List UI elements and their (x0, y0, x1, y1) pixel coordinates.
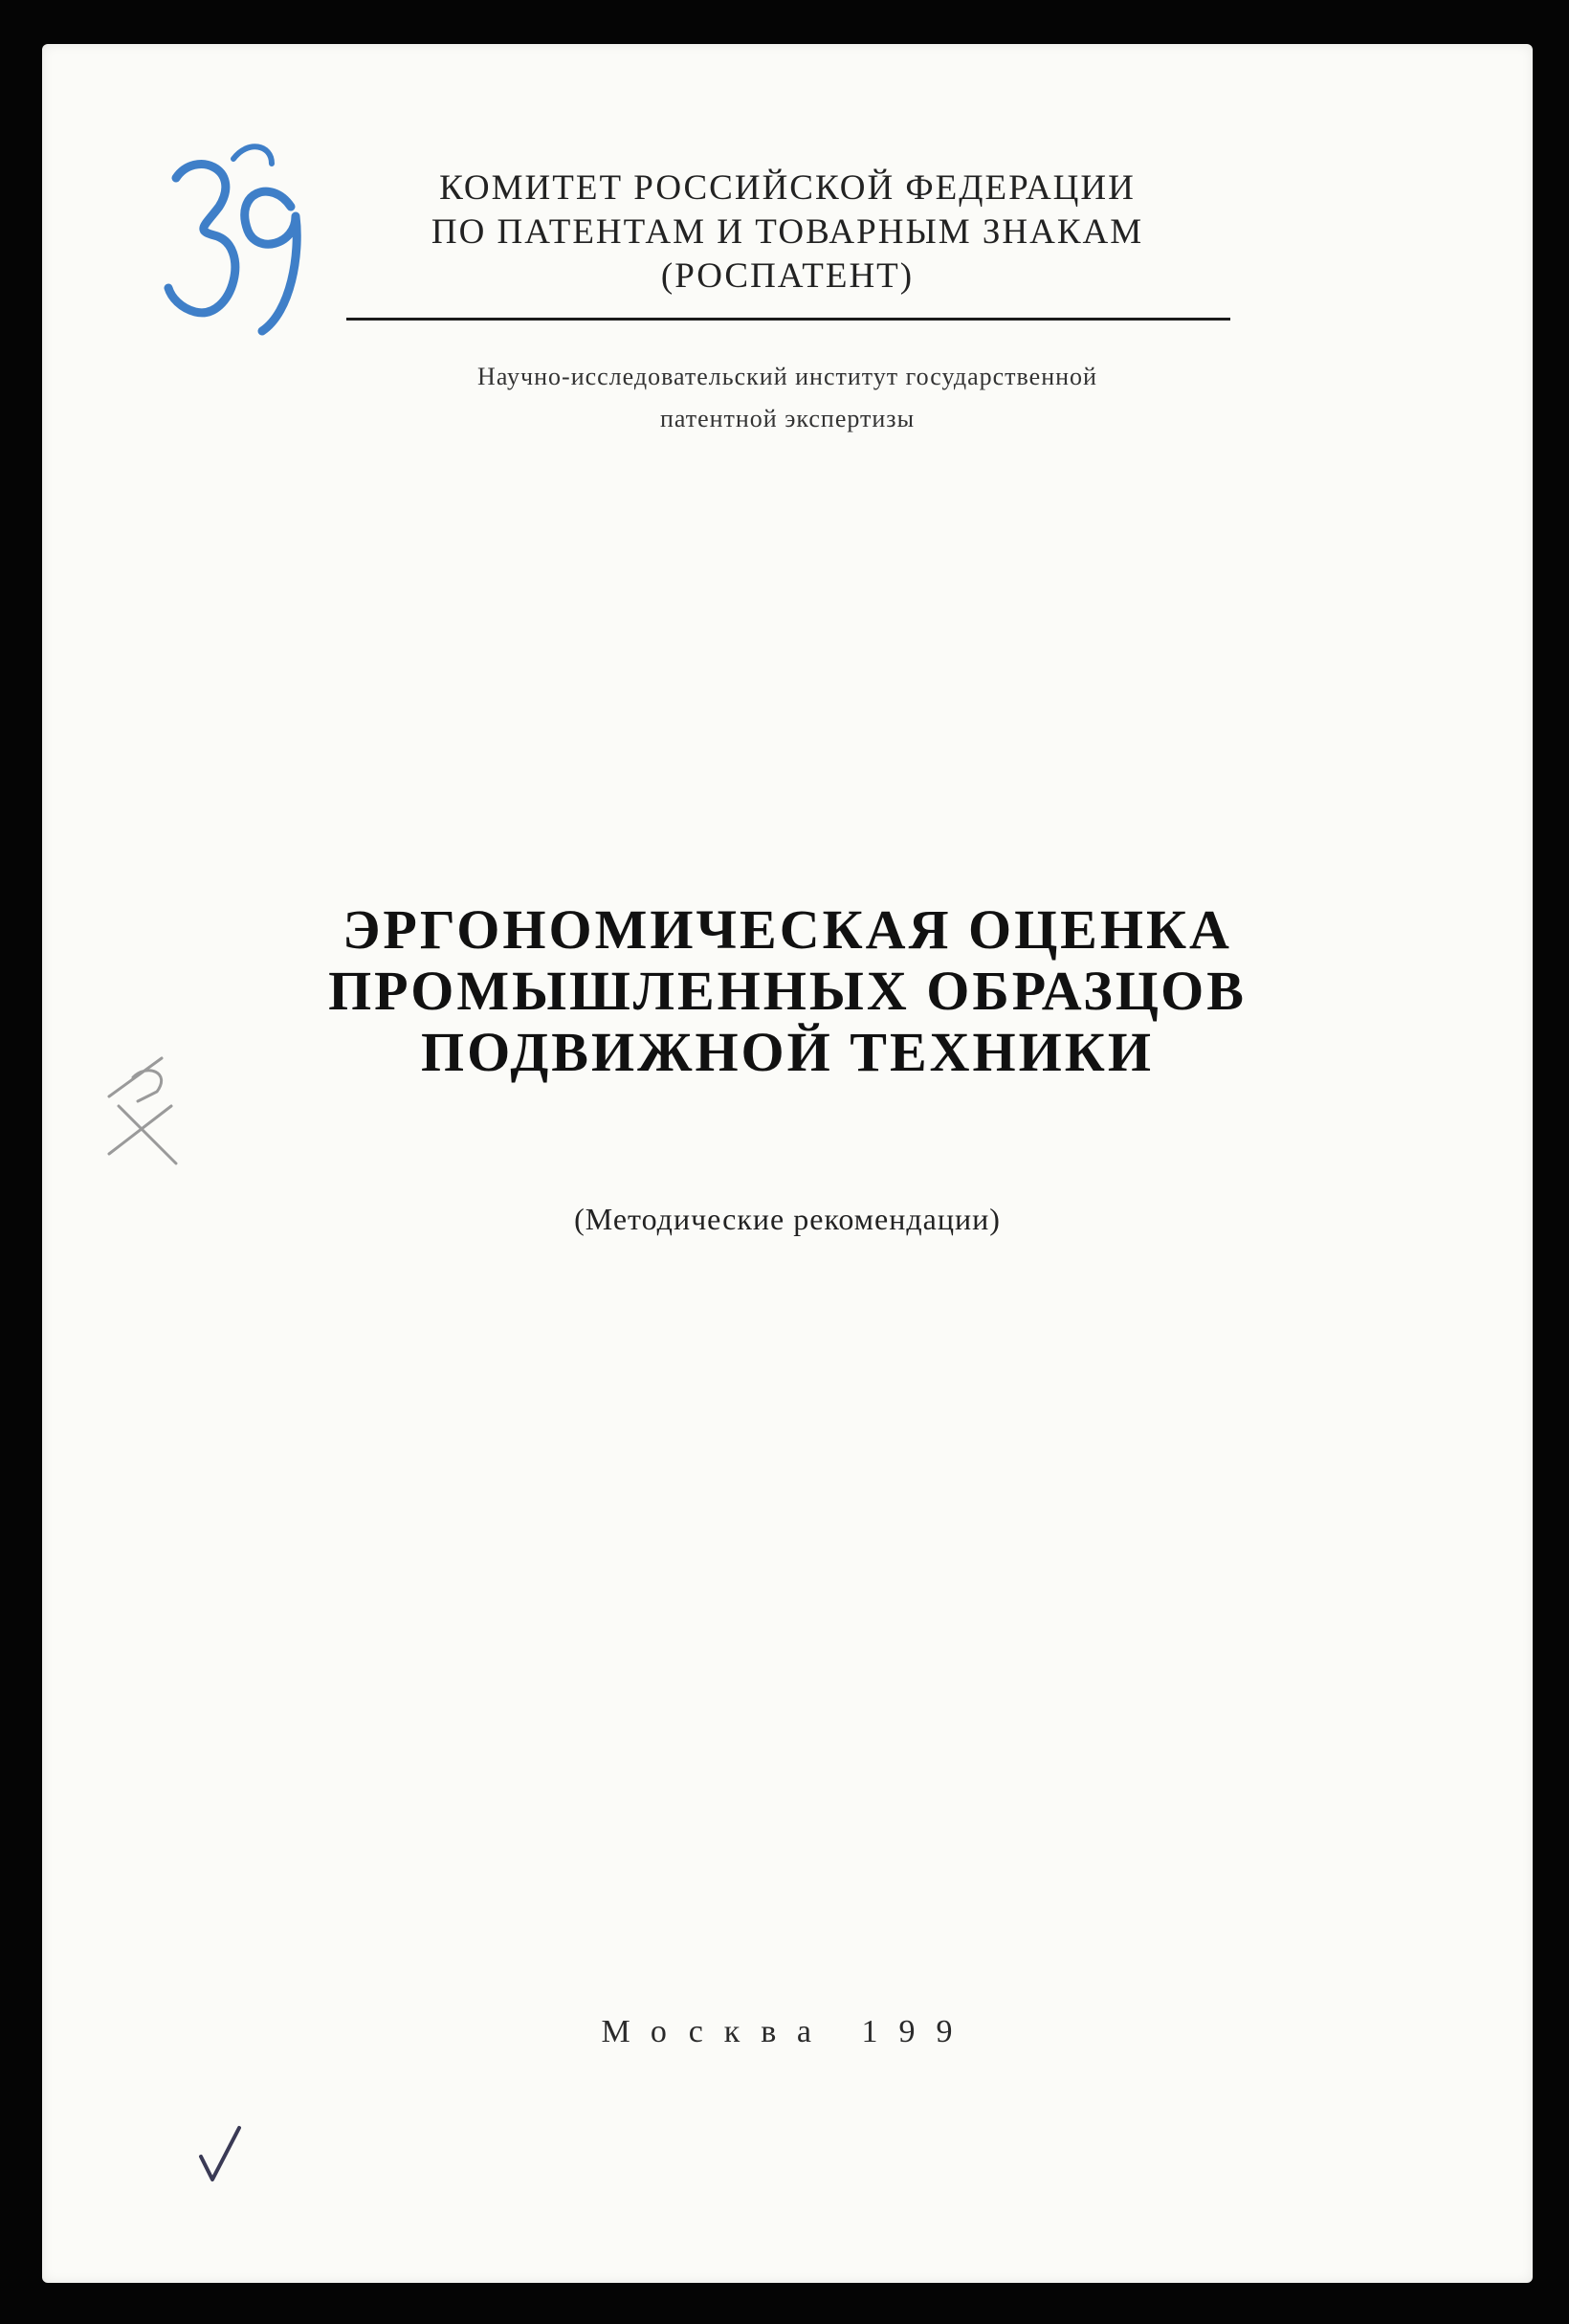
org-line-1: КОМИТЕТ РОССИЙСКОЙ ФЕДЕРАЦИИ (439, 168, 1136, 208)
check-mark-icon (193, 2120, 251, 2187)
title-line-1: ЭРГОНОМИЧЕСКАЯ ОЦЕНКА (343, 898, 1232, 961)
publication-place-year: Москва 199 (601, 2014, 974, 2049)
title-line-3: ПОДВИЖНОЙ ТЕХНИКИ (421, 1021, 1154, 1083)
header-divider (346, 318, 1230, 321)
document-title (42, 899, 1533, 1083)
organization-header (42, 166, 1533, 299)
institute-line-1: Научно-исследовательский институт государственной (477, 363, 1097, 390)
document-subtitle: (Методические рекомендации) (574, 1202, 1001, 1236)
institute-name (42, 356, 1533, 440)
document-page (42, 44, 1533, 2283)
title-line-2: ПРОМЫШЛЕННЫХ ОБРАЗЦОВ (328, 960, 1247, 1022)
institute-line-2: патентной экспертизы (659, 405, 916, 432)
org-line-2: ПО ПАТЕНТАМ И ТОВАРНЫМ ЗНАКАМ (431, 212, 1144, 252)
org-line-3: (РОСПАТЕНТ) (660, 256, 915, 296)
